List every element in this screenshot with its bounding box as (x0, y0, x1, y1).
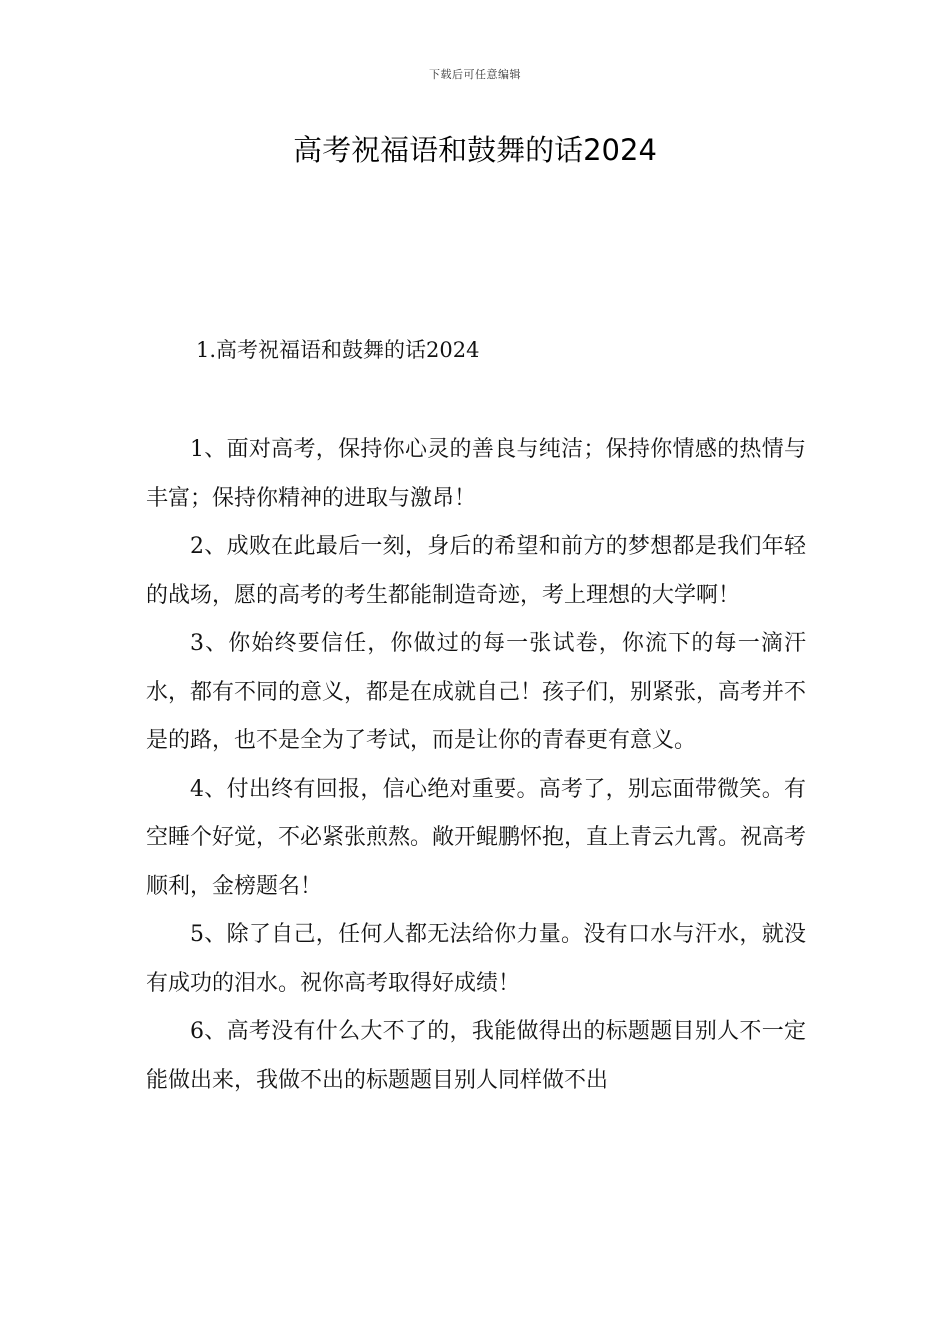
paragraph-2: 2、成败在此最后一刻，身后的希望和前方的梦想都是我们年轻的战场，愿的高考的考生都能制造奇迹，考上理想的大学啊！ (146, 534, 806, 608)
paragraph-3: 3、你始终要信任，你做过的每一张试卷，你流下的每一滴汗水，都有不同的意义，都是在成就自己！孩子们，别紧张，高考并不是的路，也不是全为了考试，而是让你的青春更有意义。 (146, 631, 807, 753)
header-note: 下载后可任意编辑 (429, 68, 521, 81)
document-body (146, 426, 806, 1105)
section-heading: 1.高考祝福语和鼓舞的话2024 (196, 338, 480, 362)
paragraph-1: 1、面对高考，保持你心灵的善良与纯洁；保持你情感的热情与丰富；保持你精神的进取与激昂！ (146, 437, 806, 511)
paragraph-6: 6、高考没有什么大不了的，我能做得出的标题题目别人不一定能做出来，我做不出的标题题目别人同样做不出 (146, 1019, 806, 1093)
paragraph-4: 4、付出终有回报，信心绝对重要。高考了，别忘面带微笑。有空睡个好觉，不必紧张煎熬。敞开鲲鹏怀抱，直上青云九霄。祝高考顺利，金榜题名！ (146, 776, 807, 899)
document-title: 高考祝福语和鼓舞的话2024 (293, 133, 657, 167)
paragraph-5: 5、除了自己，任何人都无法给你力量。没有口水与汗水，就没有成功的泪水。祝你高考取得好成绩！ (146, 922, 806, 996)
